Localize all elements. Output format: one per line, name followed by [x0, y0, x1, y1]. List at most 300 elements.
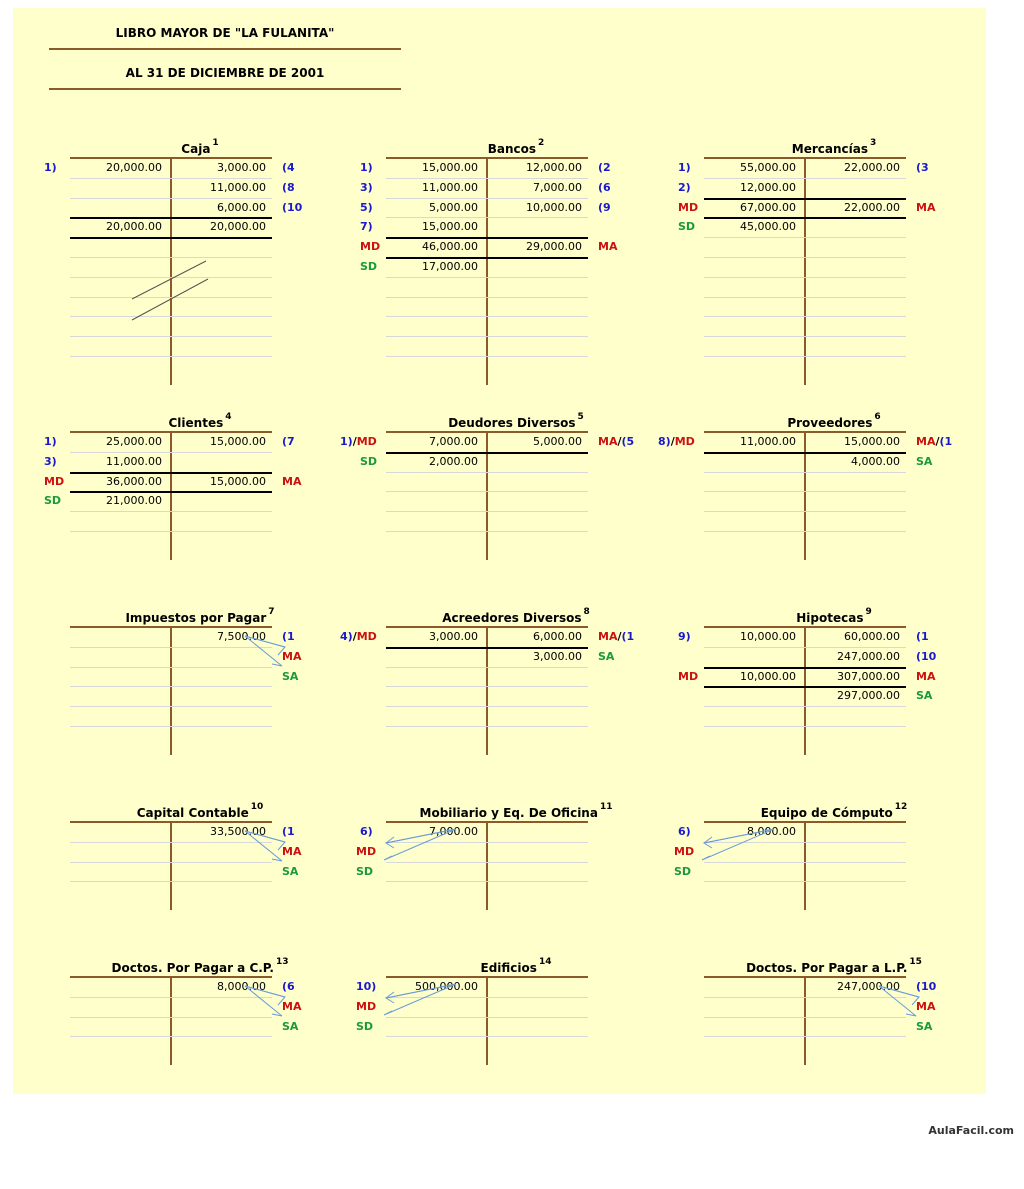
credit-ref [916, 980, 936, 993]
ref-text: SA [598, 649, 615, 663]
ref-text: (1 [282, 825, 295, 838]
debit-ref [658, 435, 695, 448]
ruled-line [386, 472, 588, 473]
ruled-line [386, 336, 588, 337]
slash: / [352, 435, 357, 448]
account-number: 15 [909, 957, 922, 967]
account-title [386, 607, 646, 625]
slash: / [352, 630, 357, 643]
account-title [386, 802, 646, 820]
credit-ref [598, 181, 611, 194]
t-center-rule [804, 977, 806, 1065]
ruled-line [70, 881, 272, 882]
ref-text: 10) [356, 980, 377, 993]
credit-ref [282, 161, 295, 174]
credit-ref [598, 630, 634, 643]
entry-number: 8) [658, 435, 671, 448]
debit-amount: 20,000.00 [106, 161, 162, 174]
md-label: MD [356, 1000, 377, 1013]
credit-ref [598, 161, 611, 174]
ref-text: MA [916, 200, 936, 214]
credit-amount: 6,000.00 [217, 200, 266, 214]
account-title [704, 412, 964, 430]
debit-amount: 20,000.00 [106, 220, 162, 234]
total-rule [70, 217, 272, 219]
total-rule [704, 667, 906, 669]
t-account [44, 138, 430, 370]
debit-amount: 7,000.00 [429, 435, 478, 448]
ruled-line [704, 881, 906, 882]
t-account [70, 959, 430, 1189]
credit-amount: 20,000.00 [210, 220, 266, 234]
entry-number: 1) [340, 435, 353, 448]
t-center-rule [804, 822, 806, 910]
total-rule [386, 647, 588, 649]
t-account [360, 138, 746, 370]
debit-ref [678, 201, 698, 214]
ma-label: MA [282, 650, 302, 663]
account-name: Caja [181, 142, 211, 156]
ruled-line [70, 686, 272, 687]
account-title [70, 802, 330, 820]
credit-ref [916, 161, 929, 174]
ref-text: MD [678, 669, 699, 683]
total-rule [386, 257, 588, 259]
ruled-line [386, 862, 588, 863]
ruled-line [704, 842, 906, 843]
total-rule [704, 217, 906, 219]
credit-amount: 22,000.00 [844, 200, 900, 214]
ruled-line [386, 316, 588, 317]
ruled-line [386, 726, 588, 727]
ruled-line [70, 1036, 272, 1037]
ledger-date: AL 31 DE DICIEMBRE DE 2001 [125, 66, 325, 80]
debit-amount: 11,000.00 [106, 454, 162, 468]
debit-amount: 15,000.00 [422, 161, 478, 174]
ruled-line [70, 511, 272, 512]
ruled-line [70, 277, 272, 278]
ref-text: SD [678, 220, 696, 234]
debit-amount: 21,000.00 [106, 494, 162, 508]
ruled-line [704, 647, 906, 648]
account-title [704, 607, 964, 625]
total-rule [70, 237, 272, 239]
ruled-line [386, 178, 588, 179]
ruled-line [386, 842, 588, 843]
ruled-line [704, 472, 906, 473]
debit-ref [678, 630, 691, 643]
slash: / [617, 435, 622, 448]
credit-ref [598, 240, 617, 253]
debit-amount: 10,000.00 [740, 630, 796, 643]
total-rule [386, 452, 588, 454]
account-title [386, 957, 646, 975]
credit-ref [916, 650, 936, 663]
ruled-line [70, 356, 272, 357]
ref-text: (6 [598, 180, 611, 194]
account-name: Capital Contable [136, 806, 249, 820]
debit-amount: 45,000.00 [740, 220, 796, 234]
ruled-line [386, 667, 588, 668]
account-title [70, 412, 330, 430]
credit-amount: 7,500.00 [217, 630, 266, 643]
ruled-line [704, 277, 906, 278]
ref-text: (10 [916, 649, 937, 663]
ref-text: MA [916, 669, 936, 683]
account-number: 6 [874, 412, 881, 422]
brand-watermark: AulaFacil.com [928, 1124, 1014, 1137]
debit-ref [360, 220, 373, 233]
credit-ref [916, 630, 929, 643]
t-center-rule [804, 158, 806, 385]
ruled-line [386, 297, 588, 298]
credit-ref [916, 201, 935, 214]
ruled-line [704, 257, 906, 258]
account-number: 10 [250, 802, 264, 812]
debit-amount: 67,000.00 [740, 200, 796, 214]
account-name: Bancos [487, 142, 537, 156]
debit-ref [340, 630, 377, 643]
ruled-line [704, 1017, 906, 1018]
ruled-line [704, 178, 906, 179]
ref-text: 1) [44, 161, 57, 174]
debit-amount: 10,000.00 [740, 669, 796, 683]
total-rule [704, 452, 906, 454]
account-number: 5 [577, 412, 584, 422]
t-center-rule [486, 822, 488, 910]
account-title [704, 802, 964, 820]
ref-text: 6) [678, 825, 691, 838]
t-center-rule [170, 158, 172, 385]
debit-amount: 8,000.00 [747, 825, 796, 838]
account-name: Acreedores Diversos [442, 611, 582, 625]
debit-amount: 55,000.00 [740, 161, 796, 174]
ruled-line [386, 217, 588, 218]
credit-amount: 3,000.00 [533, 649, 582, 663]
ref-text: SD [44, 494, 62, 508]
credit-ref [282, 475, 301, 488]
ruled-line [704, 1036, 906, 1037]
ruled-line [70, 198, 272, 199]
debit-amount: 25,000.00 [106, 435, 162, 448]
credit-ref [916, 455, 932, 468]
t-center-rule [486, 158, 488, 385]
debit-ref [360, 181, 373, 194]
ruled-line [704, 726, 906, 727]
ref-text: MD [44, 474, 65, 488]
t-account [356, 957, 746, 1189]
ruled-line [70, 531, 272, 532]
account-name: Clientes [168, 416, 224, 430]
ref-text: 1) [678, 161, 691, 174]
debit-ref [44, 455, 57, 468]
debit-amount: 3,000.00 [429, 630, 478, 643]
account-title [386, 412, 646, 430]
ma-label: MA [916, 435, 936, 448]
credit-amount: 3,000.00 [217, 161, 266, 174]
ref-text: (1 [916, 630, 929, 643]
debit-ref [678, 161, 691, 174]
ruled-line [386, 706, 588, 707]
ruled-line [386, 491, 588, 492]
credit-amount: 4,000.00 [851, 454, 900, 468]
ruled-line [386, 198, 588, 199]
credit-amount: 15,000.00 [844, 435, 900, 448]
ref-text: 3) [360, 180, 373, 194]
account-number: 2 [538, 138, 545, 148]
ruled-line [70, 726, 272, 727]
ruled-line [704, 491, 906, 492]
slash: / [617, 630, 622, 643]
credit-ref [282, 980, 295, 993]
account-name: Proveedores [787, 416, 873, 430]
ref-text: SD [360, 260, 378, 273]
ruled-line [386, 511, 588, 512]
debit-ref [44, 435, 57, 448]
credit-amount: 33,500.00 [210, 825, 266, 838]
account-name: Doctos. Por Pagar a L.P. [746, 961, 908, 975]
ruled-line [704, 531, 906, 532]
t-account [678, 138, 1024, 370]
ruled-line [70, 706, 272, 707]
total-rule [70, 491, 272, 493]
sd-label: SD [674, 865, 692, 878]
entry-number: 4) [340, 630, 353, 643]
debit-amount: 5,000.00 [429, 200, 478, 214]
ref-text: (9 [598, 200, 611, 214]
sa-label: SA [282, 670, 299, 683]
t-account [704, 959, 1024, 1189]
md-label: MD [674, 435, 695, 448]
credit-ref [282, 181, 295, 194]
ruled-line [704, 336, 906, 337]
account-number: 9 [865, 607, 872, 617]
sa-label: SA [282, 865, 299, 878]
credit-amount: 10,000.00 [526, 200, 582, 214]
ref-text: (10 [916, 980, 937, 993]
account-number: 8 [583, 607, 590, 617]
account-title [704, 138, 964, 156]
ruled-line [70, 862, 272, 863]
credit-ref [282, 435, 295, 448]
total-rule [704, 686, 906, 688]
ref-text: (1 [282, 630, 295, 643]
credit-amount: 247,000.00 [837, 649, 900, 663]
ruled-line [70, 316, 272, 317]
total-rule [70, 472, 272, 474]
account-name: Mobiliario y Eq. De Oficina [419, 806, 598, 820]
ruled-line [704, 316, 906, 317]
debit-ref [678, 825, 691, 838]
debit-ref [360, 455, 377, 468]
credit-amount: 8,000.00 [217, 980, 266, 993]
account-number: 13 [275, 957, 289, 967]
debit-amount: 12,000.00 [740, 180, 796, 194]
credit-ref [916, 689, 932, 702]
account-title [386, 138, 646, 156]
ref-text: (4 [282, 161, 295, 174]
account-name: Hipotecas [796, 611, 864, 625]
ref-text: 5) [360, 200, 373, 214]
credit-ref [916, 435, 952, 448]
debit-amount: 15,000.00 [422, 220, 478, 234]
sd-label: SD [356, 1020, 374, 1033]
debit-ref [340, 435, 377, 448]
ruled-line [70, 647, 272, 648]
entry-number: (5 [621, 435, 635, 448]
total-rule [704, 198, 906, 200]
account-number: 14 [538, 957, 552, 967]
sa-label: SA [916, 1020, 933, 1033]
ruled-line [704, 237, 906, 238]
ruled-line [70, 257, 272, 258]
account-title [704, 957, 964, 975]
debit-ref [360, 240, 380, 253]
ruled-line [70, 667, 272, 668]
md-label: MD [356, 845, 377, 858]
ruled-line [70, 997, 272, 998]
ruled-line [704, 297, 906, 298]
ma-label: MA [282, 845, 302, 858]
account-number: 11 [599, 802, 613, 812]
ref-text: 2) [678, 180, 691, 194]
credit-amount: 15,000.00 [210, 474, 266, 488]
credit-ref [282, 201, 302, 214]
ref-text: SA [916, 454, 933, 468]
ma-label: MA [916, 1000, 936, 1013]
account-name: Deudores Diversos [448, 416, 576, 430]
debit-amount: 46,000.00 [422, 240, 478, 254]
credit-amount: 12,000.00 [526, 161, 582, 174]
ruled-line [704, 356, 906, 357]
ruled-line [386, 1017, 588, 1018]
ref-text: SA [916, 689, 933, 703]
ref-text: (2 [598, 161, 611, 174]
ref-text: (8 [282, 180, 295, 194]
entry-number: (1 [939, 435, 953, 448]
debit-amount: 17,000.00 [422, 260, 478, 273]
account-name: Impuestos por Pagar [125, 611, 267, 625]
debit-ref [44, 475, 64, 488]
credit-ref [916, 670, 935, 683]
debit-ref [356, 980, 376, 993]
ref-text: 1) [360, 161, 373, 174]
ruled-line [70, 178, 272, 179]
credit-ref [598, 435, 634, 448]
credit-amount: 247,000.00 [837, 980, 900, 993]
credit-amount: 15,000.00 [210, 435, 266, 448]
credit-amount: 22,000.00 [844, 161, 900, 174]
debit-ref [678, 670, 698, 683]
ruled-line [70, 842, 272, 843]
ref-text: (7 [282, 435, 295, 448]
ref-text: 3) [44, 454, 57, 468]
debit-ref [44, 494, 61, 507]
debit-amount: 11,000.00 [740, 435, 796, 448]
debit-ref [44, 161, 57, 174]
ref-text: MD [360, 240, 381, 254]
t-center-rule [486, 977, 488, 1065]
ruled-line [70, 452, 272, 453]
md-label: MD [356, 435, 377, 448]
ref-text: MA [282, 474, 302, 488]
credit-amount: 11,000.00 [210, 180, 266, 194]
debit-ref [678, 220, 695, 233]
ledger-title: LIBRO MAYOR DE "LA FULANITA" [115, 26, 335, 40]
account-number: 3 [869, 138, 877, 148]
credit-amount: 7,000.00 [533, 180, 582, 194]
ruled-line [386, 686, 588, 687]
account-number: 7 [268, 607, 275, 617]
credit-ref [282, 825, 295, 838]
t-center-rule [170, 977, 172, 1065]
debit-ref [360, 825, 373, 838]
ruled-line [386, 997, 588, 998]
debit-ref [360, 260, 377, 273]
ruled-line [704, 997, 906, 998]
credit-ref [282, 630, 295, 643]
ruled-line [386, 1036, 588, 1037]
ruled-line [386, 277, 588, 278]
debit-amount: 500,000.00 [415, 980, 478, 993]
ref-text: (3 [916, 161, 929, 174]
title-underline [49, 48, 401, 50]
entry-number: (1 [621, 630, 635, 643]
ruled-line [704, 706, 906, 707]
account-number: 1 [212, 138, 219, 148]
ref-text: 7) [360, 220, 373, 234]
slash: / [670, 435, 675, 448]
debit-amount: 11,000.00 [422, 180, 478, 194]
account-name: Equipo de Cómputo [760, 806, 893, 820]
account-name: Edificios [480, 961, 537, 975]
ruled-line [704, 511, 906, 512]
account-number: 4 [225, 412, 232, 422]
ruled-line [70, 336, 272, 337]
credit-amount: 60,000.00 [844, 630, 900, 643]
md-label: MD [674, 845, 695, 858]
credit-amount: 29,000.00 [526, 240, 582, 254]
account-title [70, 957, 330, 975]
debit-ref [360, 161, 373, 174]
debit-amount: 2,000.00 [429, 454, 478, 468]
sd-label: SD [356, 865, 374, 878]
credit-ref [598, 650, 614, 663]
debit-ref [678, 181, 691, 194]
account-number: 12 [894, 802, 908, 812]
ruled-line [386, 881, 588, 882]
ref-text: 9) [678, 630, 691, 643]
ref-text: 1) [44, 435, 57, 448]
ruled-line [386, 356, 588, 357]
sa-label: SA [282, 1020, 299, 1033]
slash: / [935, 435, 940, 448]
ruled-line [70, 1017, 272, 1018]
ruled-line [70, 297, 272, 298]
credit-amount: 5,000.00 [533, 435, 582, 448]
account-name: Doctos. Por Pagar a C.P. [111, 961, 274, 975]
debit-ref [360, 201, 373, 214]
account-name: Mercancías [791, 142, 868, 156]
credit-ref [598, 201, 611, 214]
debit-amount: 36,000.00 [106, 474, 162, 488]
debit-amount: 7,000.00 [429, 825, 478, 838]
ref-text: (6 [282, 980, 295, 993]
account-title [70, 607, 330, 625]
ruled-line [704, 862, 906, 863]
credit-amount: 307,000.00 [837, 669, 900, 683]
ref-text: MA [598, 240, 618, 254]
